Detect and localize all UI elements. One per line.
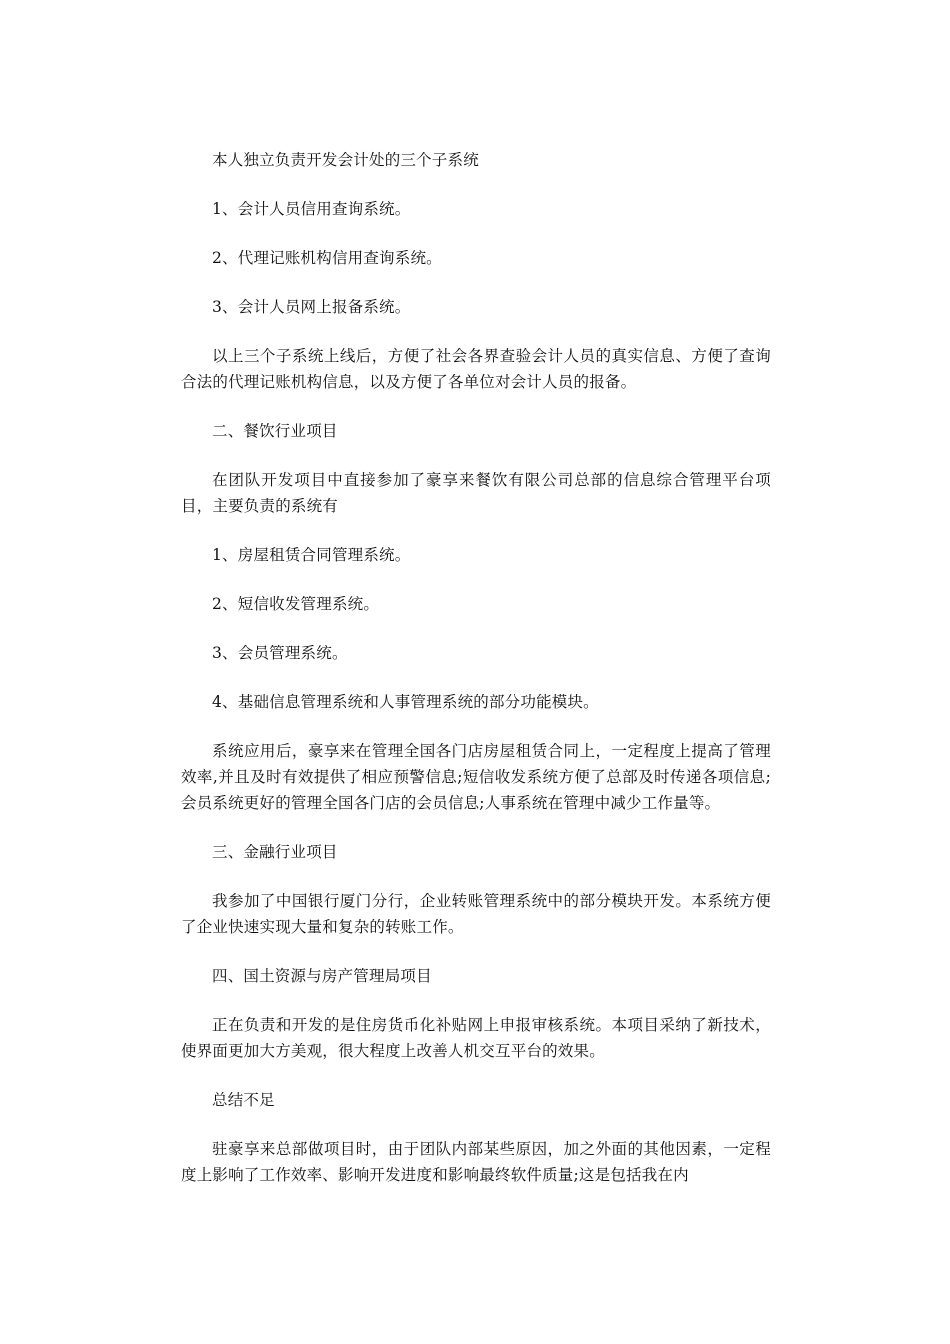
body-paragraph: 驻豪享来总部做项目时，由于团队内部某些原因，加之外面的其他因素，一定程度上影响了工作效率、影响开发进度和影响最终软件质量;这是包括我在内 [181, 1140, 771, 1184]
intro-paragraph: 本人独立负责开发会计处的三个子系统 [212, 151, 479, 169]
body-paragraph: 我参加了中国银行厦门分行，企业转账管理系统中的部分模块开发。本系统方便了企业快速实现大量和复杂的转账工作。 [181, 892, 771, 936]
body-paragraph: 系统应用后，豪享来在管理全国各门店房屋租赁合同上，一定程度上提高了管理效率,并且及时有效提供了相应预警信息;短信收发系统方便了总部及时传递各项信息;会员系统更好的管理全国各门店的会员信息;人事系统在管理中减少工作量等。 [181, 742, 771, 812]
list-item: 4、基础信息管理系统和人事管理系统的部分功能模块。 [212, 693, 599, 711]
list-item: 1、会计人员信用查询系统。 [212, 200, 411, 218]
list-item: 3、会员管理系统。 [212, 644, 348, 662]
document-body [181, 147, 771, 1211]
section-heading: 二、餐饮行业项目 [212, 422, 338, 440]
list-item: 2、短信收发管理系统。 [212, 595, 380, 613]
body-paragraph: 正在负责和开发的是住房货币化补贴网上申报审核系统。本项目采纳了新技术，使界面更加大方美观，很大程度上改善人机交互平台的效果。 [181, 1016, 771, 1060]
section-heading: 三、金融行业项目 [212, 843, 338, 861]
section-heading: 总结不足 [212, 1091, 275, 1109]
body-paragraph: 在团队开发项目中直接参加了豪享来餐饮有限公司总部的信息综合管理平台项目，主要负责的系统有 [181, 471, 771, 515]
body-paragraph: 以上三个子系统上线后，方便了社会各界查验会计人员的真实信息、方便了查询合法的代理记账机构信息，以及方便了各单位对会计人员的报备。 [181, 347, 771, 391]
section-heading: 四、国土资源与房产管理局项目 [212, 967, 432, 985]
list-item: 2、代理记账机构信用查询系统。 [212, 249, 442, 267]
list-item: 3、会计人员网上报备系统。 [212, 298, 411, 316]
list-item: 1、房屋租赁合同管理系统。 [212, 546, 411, 564]
